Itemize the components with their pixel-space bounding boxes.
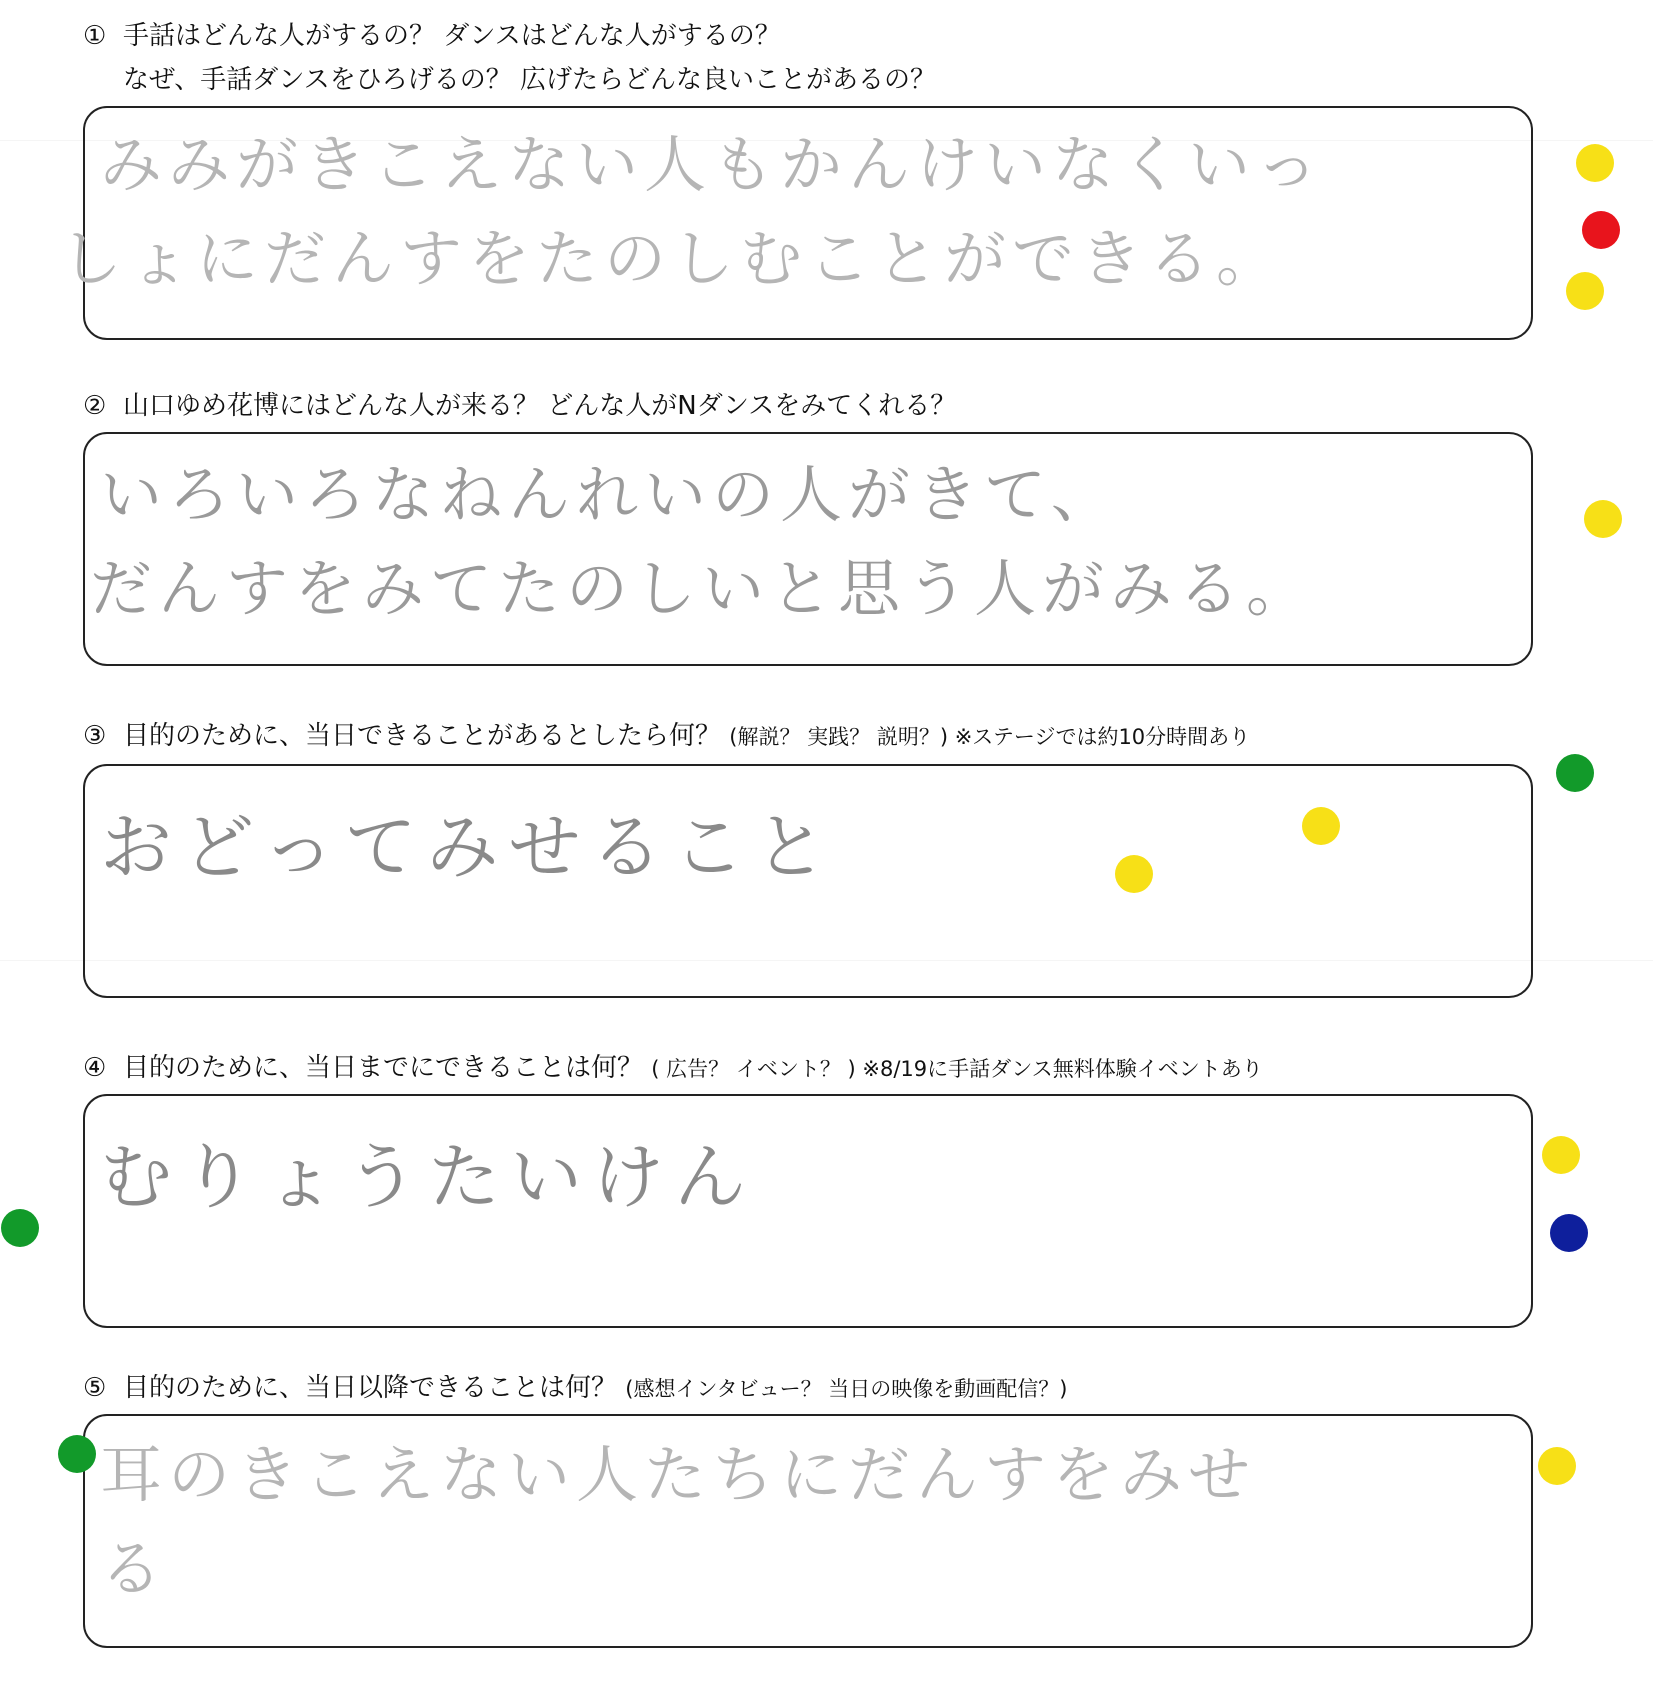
answer-2 [90,448,1520,636]
answer-1 [60,118,1520,306]
answer-line: だんすをみてたのしいと思う人がみる。 [90,552,1315,625]
question-text-line-2: なぜ、手話ダンスをひろげるの？ 広げたらどんな良いことがあるの？ [123,65,936,95]
answer-line: 耳のきこえない人たちにだんすをみせ [100,1438,1257,1511]
red-sticker-dot [1582,211,1620,249]
answer-line: る [100,1532,169,1605]
yellow-sticker-dot [1576,144,1614,182]
question-1 [83,14,936,102]
question-number: ① [83,21,107,51]
yellow-sticker-dot [1115,855,1153,893]
blue-sticker-dot [1550,1214,1588,1252]
yellow-sticker-dot [1584,500,1622,538]
answer-line: しょにだんすをたのしむことができる。 [60,222,1285,295]
yellow-sticker-dot [1538,1447,1576,1485]
question-text: 山口ゆめ花博にはどんな人が来る？ どんな人がNダンスをみてくれる？ [123,391,957,421]
question-number: ② [83,391,107,421]
question-number: ⑤ [83,1373,107,1403]
yellow-sticker-dot [1566,272,1604,310]
question-text: 手話はどんな人がするの？ ダンスはどんな人がするの？ [123,21,781,51]
question-text: 目的のために、当日できることがあるとしたら何？ [123,721,722,751]
yellow-sticker-dot [1302,807,1340,845]
question-3 [83,714,1250,759]
green-sticker-dot [1,1209,39,1247]
green-sticker-dot [58,1435,96,1473]
question-text: 目的のために、当日以降できることは何？ [123,1373,618,1403]
question-4 [83,1046,1263,1091]
answer-line: みみがきこえない人もかんけいなくいっ [100,128,1325,201]
question-number: ④ [83,1053,107,1083]
answer-line: いろいろなねんれいの人がきて、 [100,458,1119,531]
question-note: (解説？ 実践？ 説明？) ※ステージでは約10分時間あり [729,725,1251,749]
question-note: ( 広告？ イベント？ ) ※8/19に手話ダンス無料体験イベントあり [651,1057,1263,1081]
answer-line: むりょうたいけん [100,1135,757,1219]
green-sticker-dot [1556,754,1594,792]
question-number: ③ [83,721,107,751]
question-2 [83,384,956,428]
question-note: (感想インタビュー？ 当日の映像を動画配信？) [625,1377,1068,1401]
question-text: 目的のために、当日までにできることは何？ [123,1053,644,1083]
answer-4 [100,1130,1520,1224]
answer-line: おどってみせること [100,805,837,889]
answer-5 [100,1428,1520,1616]
question-5 [83,1366,1068,1411]
yellow-sticker-dot [1542,1136,1580,1174]
